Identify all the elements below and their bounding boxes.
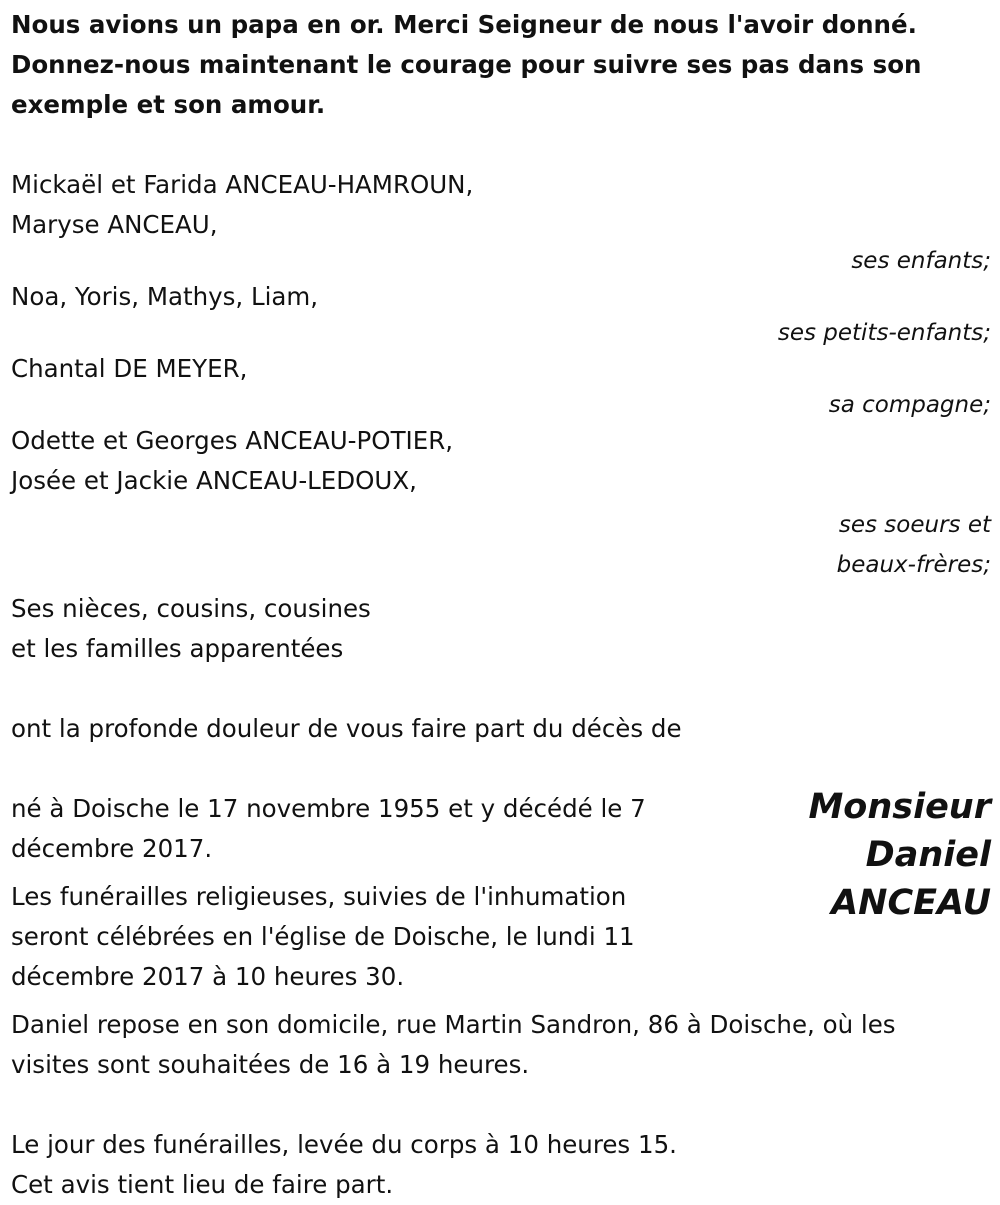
extended-family (11, 589, 991, 669)
siblings-group (11, 421, 991, 581)
family-name: Mickaël et Farida ANCEAU-HAMROUN, (11, 170, 474, 199)
relation-label: ses enfants; (851, 248, 991, 274)
extended-line: Ses nièces, cousins, cousines (11, 594, 371, 623)
family-name: Maryse ANCEAU, (11, 210, 218, 239)
birth-line: né à Doische le 17 novembre 1955 et y décédé le 7 (11, 794, 646, 823)
deceased-section (11, 789, 991, 997)
family-name: Noa, Yoris, Mathys, Liam, (11, 282, 319, 311)
deceased-firstname: Daniel (865, 835, 991, 875)
funeral-line: Les funérailles religieuses, suivies de l'inhumation (11, 882, 627, 911)
family-name: Odette et Georges ANCEAU-POTIER, (11, 426, 454, 455)
obituary-notice (11, 5, 991, 1205)
family-name: Chantal DE MEYER, (11, 354, 248, 383)
funeral-line: seront célébrées en l'église de Doische, le lundi 11 (11, 922, 635, 951)
relation-label: sa compagne; (828, 392, 991, 418)
extended-line: et les familles apparentées (11, 634, 344, 663)
intro-line: exemple et son amour. (11, 90, 326, 119)
grandchildren-group (11, 277, 991, 349)
levee-line: Le jour des funérailles, levée du corps à 10 heures 15. (11, 1130, 677, 1159)
partner-group (11, 349, 991, 421)
relation-label: ses petits-enfants; (777, 320, 991, 346)
deceased-title: Monsieur (808, 787, 991, 827)
relation-label: beaux-frères; (836, 552, 991, 578)
announcement-text: ont la profonde douleur de vous faire part du décès de (11, 714, 682, 743)
family-name: Josée et Jackie ANCEAU-LEDOUX, (11, 466, 417, 495)
relation-label: ses soeurs et (838, 512, 991, 538)
notice-line: Cet avis tient lieu de faire part. (11, 1170, 394, 1199)
birth-line: décembre 2017. (11, 834, 213, 863)
visitation-info (11, 1005, 991, 1085)
children-group (11, 165, 991, 277)
visitation-line: Daniel repose en son domicile, rue Martin Sandron, 86 à Doische, où les (11, 1010, 896, 1039)
funeral-info (11, 877, 701, 997)
deceased-name (751, 783, 991, 927)
intro-line: Donnez-nous maintenant le courage pour suivre ses pas dans son (11, 50, 922, 79)
closing-info (11, 1125, 991, 1205)
intro-line: Nous avions un papa en or. Merci Seigneur de nous l'avoir donné. (11, 10, 917, 39)
birth-death-info (11, 789, 701, 869)
intro-quote (11, 5, 991, 125)
visitation-line: visites sont souhaitées de 16 à 19 heures. (11, 1050, 530, 1079)
funeral-line: décembre 2017 à 10 heures 30. (11, 962, 405, 991)
deceased-lastname: ANCEAU (831, 883, 991, 923)
